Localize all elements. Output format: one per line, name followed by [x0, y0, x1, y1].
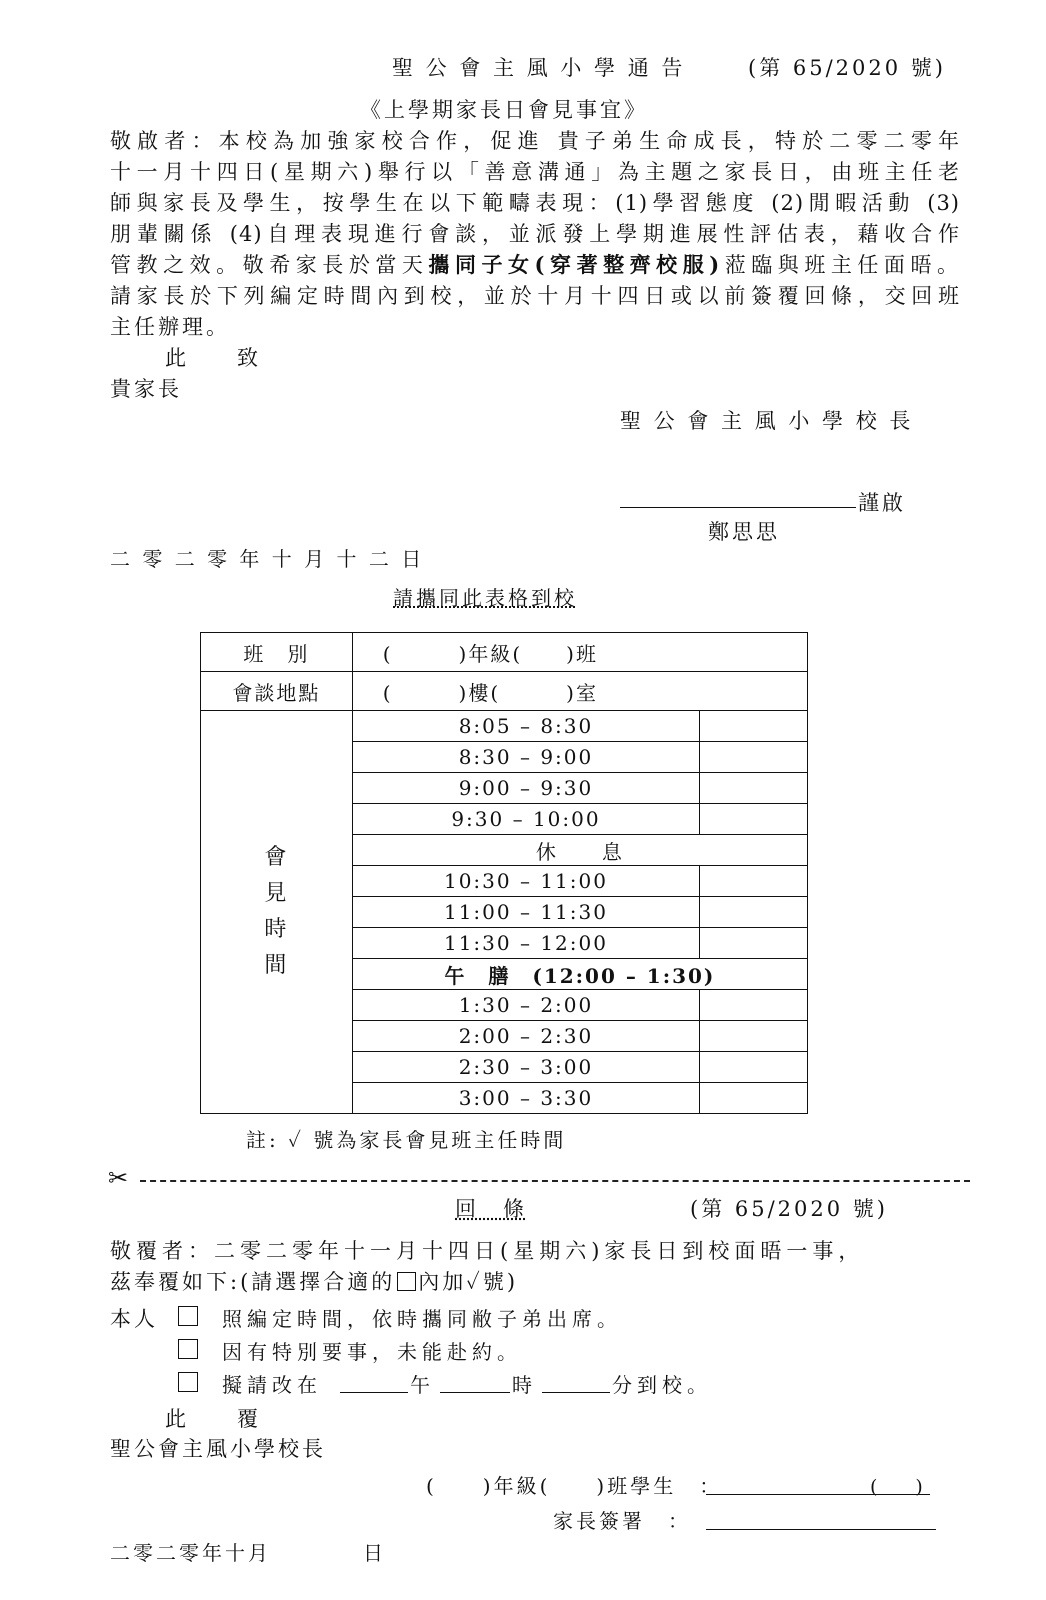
parent-signature-line[interactable]	[706, 1529, 936, 1530]
meeting-time-char: 見	[264, 881, 289, 906]
time-slot: 2:00 – 2:30	[352, 1021, 699, 1052]
class-label: 班 別	[201, 633, 353, 672]
scissors-icon: ✂	[108, 1164, 129, 1192]
tick-box[interactable]	[700, 1083, 808, 1114]
option-3-c: 時	[512, 1373, 535, 1397]
closing-fu: 此 覆	[165, 1407, 261, 1431]
body-line-1: 敬啟者：本校為加強家校合作，促進 貴子弟生命成長，特於二零二零年	[110, 129, 960, 153]
body-line-2: 十一月十四日(星期六)舉行以「善意溝通」為主題之家長日，由班主任老	[110, 160, 960, 184]
tick-box[interactable]	[700, 804, 808, 835]
tick-box[interactable]	[700, 711, 808, 742]
body-line-4: 朋輩關係 (4)自理表現進行會談，並派發上學期進展性評估表，藉收合作	[110, 222, 960, 246]
table-row	[201, 711, 808, 742]
schedule-table	[200, 632, 808, 1114]
tick-box[interactable]	[700, 897, 808, 928]
meeting-time-char: 會	[264, 845, 289, 870]
body-line-5	[110, 249, 960, 279]
tick-box[interactable]	[700, 990, 808, 1021]
parent-label: 家長簽署 ：	[553, 1509, 691, 1533]
tick-box[interactable]	[700, 1052, 808, 1083]
time-slot: 2:30 – 3:00	[352, 1052, 699, 1083]
lunch-row: 午 膳 (12:00 – 1:30)	[352, 959, 807, 990]
option-3-blank-1[interactable]	[340, 1392, 408, 1393]
tick-box[interactable]	[700, 1021, 808, 1052]
body-line-5-b: 蒞臨與班主任面晤。	[721, 253, 961, 277]
class-row	[201, 633, 808, 672]
reply-recipient: 聖公會主風小學校長	[110, 1437, 326, 1461]
reply-notice-number: (第 65/2020 號)	[690, 1197, 888, 1221]
notice-title: 聖 公 會 主 風 小 學 通 告	[392, 56, 686, 80]
signer-title: 聖 公 會 主 風 小 學 校 長	[620, 409, 914, 433]
student-number-paren: ( )	[870, 1476, 923, 1498]
notice-subject: 《上學期家長日會見事宜》	[360, 98, 648, 122]
time-slot: 1:30 – 2:00	[352, 990, 699, 1021]
meeting-time-char: 時	[264, 917, 289, 942]
form-note: 註: ✓ 號為家長會見班主任時間	[246, 1128, 567, 1152]
time-slot: 9:30 – 10:00	[352, 804, 699, 835]
time-slot: 9:00 – 9:30	[352, 773, 699, 804]
meeting-time-label	[201, 711, 353, 1114]
reply-line-2-b: 內加✓號)	[418, 1270, 519, 1294]
option-2-checkbox[interactable]	[178, 1339, 198, 1359]
body-line-5-bold: 攜同子女(穿著整齊校服)	[428, 252, 722, 277]
reply-date: 二零二零年十月 日	[110, 1541, 386, 1565]
body-line-6: 請家長於下列編定時間內到校，並於十月十四日或以前簽覆回條，交回班	[110, 284, 960, 308]
option-2-text: 因有特別要事，未能赴約。	[222, 1340, 522, 1364]
venue-value: ( )樓( )室	[352, 672, 807, 711]
option-3-checkbox[interactable]	[178, 1372, 198, 1392]
option-3-a: 擬請改在	[222, 1373, 322, 1397]
option-1-text: 照編定時間，依時攜同敝子弟出席。	[222, 1307, 622, 1331]
body-line-3: 師與家長及學生，按學生在以下範疇表現：(1)學習態度 (2)閒暇活動 (3)	[110, 191, 960, 215]
time-slot: 8:30 – 9:00	[352, 742, 699, 773]
option-3-blank-2[interactable]	[440, 1392, 510, 1393]
recipient: 貴家長	[110, 377, 182, 401]
venue-label: 會談地點	[201, 672, 353, 711]
notice-date: 二 零 二 零 年 十 月 十 二 日	[110, 547, 425, 571]
class-value: ( )年級( )班	[352, 633, 807, 672]
signer-respect: 謹啟	[858, 491, 906, 515]
option-3-d: 分到校。	[612, 1373, 712, 1397]
signature-line	[620, 507, 856, 508]
option-3-b: 午	[410, 1373, 433, 1397]
cut-line	[140, 1180, 970, 1182]
reply-line-1: 敬覆者：二零二零年十一月十四日(星期六)家長日到校面晤一事，	[110, 1239, 865, 1263]
time-slot: 11:00 – 11:30	[352, 897, 699, 928]
tick-box[interactable]	[700, 866, 808, 897]
option-1-checkbox[interactable]	[178, 1306, 198, 1326]
time-slot: 3:00 – 3:30	[352, 1083, 699, 1114]
closing-ci: 此 致	[165, 346, 261, 370]
tick-box[interactable]	[700, 773, 808, 804]
time-slot: 8:05 – 8:30	[352, 711, 699, 742]
self-label: 本人	[110, 1307, 158, 1331]
body-line-5-a: 管教之效。敬希家長於當天	[110, 253, 429, 277]
form-instruction: 請攜同此表格到校	[393, 586, 577, 610]
option-3-blank-3[interactable]	[542, 1392, 610, 1393]
time-slot: 10:30 – 11:00	[352, 866, 699, 897]
checkbox-icon	[397, 1272, 416, 1291]
reply-line-2	[110, 1266, 518, 1296]
tick-box[interactable]	[700, 742, 808, 773]
meeting-time-char: 間	[264, 953, 289, 978]
reply-title: 回 條	[455, 1197, 527, 1221]
time-slot: 11:30 – 12:00	[352, 928, 699, 959]
notice-number: (第 65/2020 號)	[748, 56, 946, 80]
signer-name: 鄭思思	[708, 520, 780, 544]
venue-row	[201, 672, 808, 711]
tick-box[interactable]	[700, 928, 808, 959]
body-line-7: 主任辦理。	[110, 315, 230, 339]
student-label: ( )年級( )班學生 ：	[426, 1474, 723, 1498]
reply-line-2-a: 茲奉覆如下:(請選擇合適的	[110, 1270, 396, 1294]
break-row: 休 息	[352, 835, 807, 866]
